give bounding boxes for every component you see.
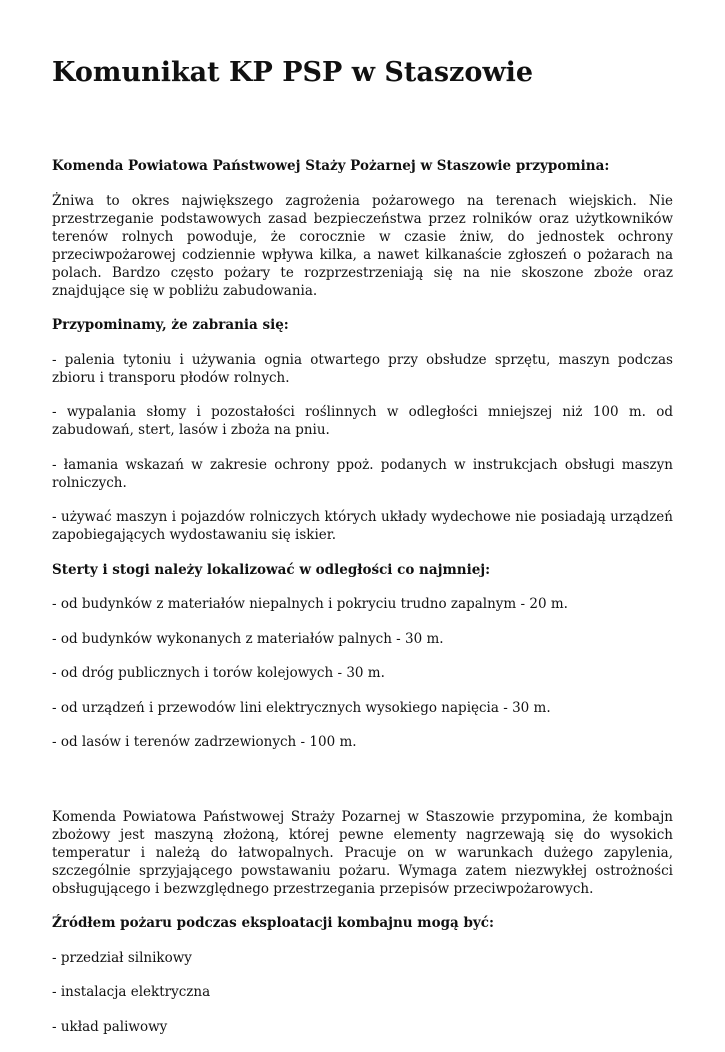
stacks-item: - od budynków wykonanych z materiałów palnych - 30 m. [52, 630, 444, 647]
section-heading-forbidden: Przypominamy, że zabrania się: [52, 317, 289, 333]
combine-paragraph: Komenda Powiatowa Państwowej Straży Pozarnej w Staszowie przypomina, że kombajn zbożowy jest maszyną złożoną, której pewne elementy nagrzewają się do wysokich temperatur i należą do łatwopalnych. Pracuje on w warunkach dużego zapylenia, szczególnie sprzyjającego powstawaniu pożaru. Wymaga zatem niezwykłej ostrożności obsługującego i bezwzględnego przestrzegania przepisów przeciwpożarowych. [52, 808, 673, 897]
forbidden-item: - łamania wskazań w zakresie ochrony ppoż. podanych w instrukcjach obsługi maszyn rolniczych. [52, 456, 673, 491]
forbidden-item: - wypalania słomy i pozostałości roślinnych w odległości mniejszej niż 100 m. od zabudowań, stert, lasów i zboża na pniu. [52, 404, 673, 438]
section-heading-reminder: Komenda Powiatowa Państwowej Staży Pożarnej w Staszowie przypomina: [52, 158, 610, 174]
document-body [52, 157, 673, 1052]
forbidden-item: - palenia tytoniu i używania ognia otwartego przy obsłudze sprzętu, maszyn podczas zbioru i transporu płodów rolnych. [52, 351, 673, 386]
combine-source-item: - przedział silnikowy [52, 949, 192, 966]
intro-paragraph: Żniwa to okres największego zagrożenia pożarowego na terenach wiejskich. Nie przestrzeganie podstawowych zasad bezpieczeństwa przez rolników oraz użytkowników terenów rolnych powoduje, że corocznie w czasie żniw, do jednostek ochrony przeciwpożarowej codziennie wpływa kilka, a nawet kilkanaście zgłoszeń o pożarach na polach. Bardzo często pożary te rozprzestrzeniają się na nie skoszone zboże oraz znajdujące się w pobliżu zabudowania. [52, 192, 673, 299]
stacks-item: - od urządzeń i przewodów lini elektrycznych wysokiego napięcia - 30 m. [52, 699, 551, 716]
stacks-item: - od dróg publicznych i torów kolejowych - 30 m. [52, 665, 385, 681]
combine-source-item: - układ paliwowy [52, 1018, 168, 1035]
combine-source-item: - instalacja elektryczna [52, 984, 211, 1000]
page-title: Komunikat KP PSP w Staszowie [52, 57, 534, 88]
stacks-item: - od budynków z materiałów niepalnych i pokryciu trudno zapalnym - 20 m. [52, 596, 568, 612]
forbidden-item: - używać maszyn i pojazdów rolniczych których układy wydechowe nie posiadają urządzeń zapobiegających wydostawaniu się iskier. [52, 509, 673, 543]
section-heading-combine-sources: Źródłem pożaru podczas eksploatacji kombajnu mogą być: [52, 915, 494, 931]
stacks-item: - od lasów i terenów zadrzewionych - 100 m. [52, 734, 357, 750]
blank-spacer [52, 768, 673, 808]
section-heading-stacks: Sterty i stogi należy lokalizować w odległości co najmniej: [52, 561, 491, 578]
